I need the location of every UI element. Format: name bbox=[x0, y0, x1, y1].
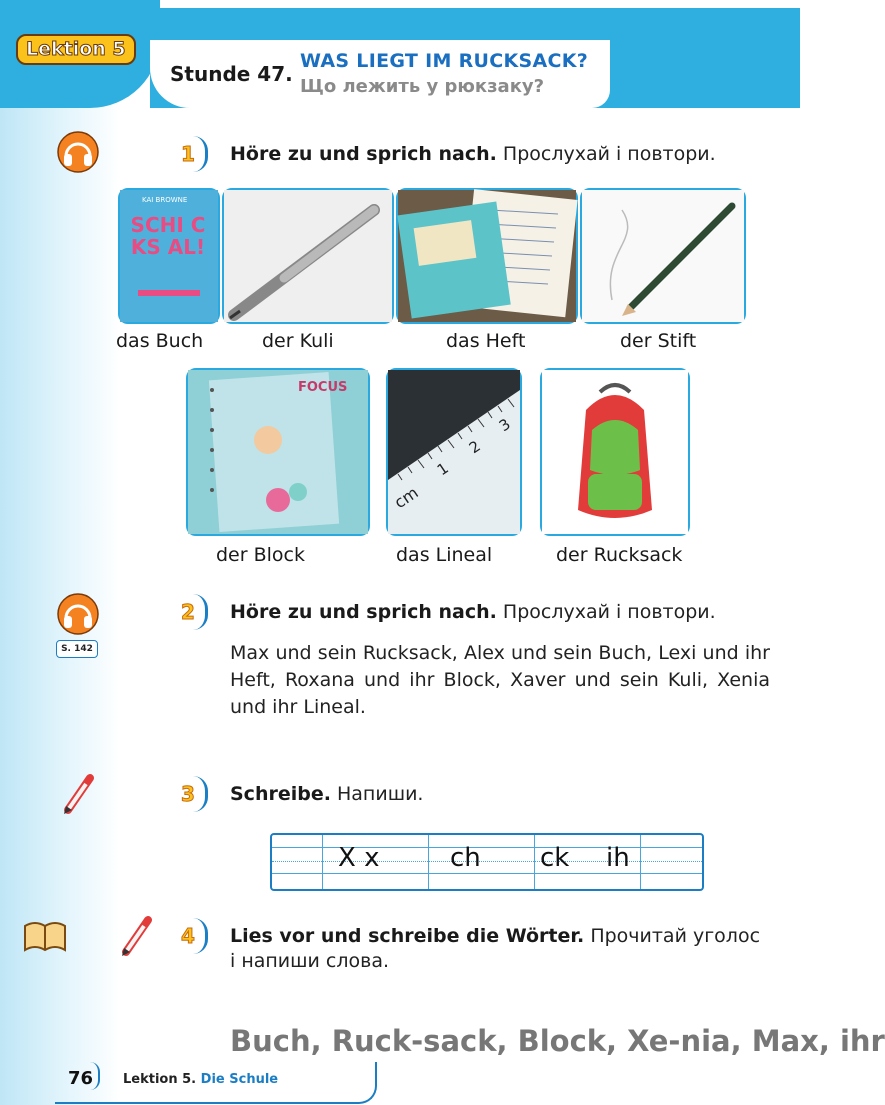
lesson-number: Stunde 47. bbox=[170, 62, 293, 86]
ruler-mark-1: 1 bbox=[433, 458, 452, 480]
exercise-2-instruction bbox=[230, 600, 716, 625]
writing-lines bbox=[270, 833, 704, 891]
book-icon bbox=[22, 918, 68, 954]
writing-sample-ih: ih bbox=[606, 843, 630, 873]
caption-pen: der Kuli bbox=[262, 330, 334, 352]
writing-sample-xx: X x bbox=[338, 843, 380, 873]
caption-backpack: der Rucksack bbox=[556, 544, 683, 566]
ruler-unit: cm bbox=[390, 482, 422, 513]
caption-pencil: der Stift bbox=[620, 330, 697, 352]
page-subtitle: Що лежить у рюкзаку? bbox=[300, 76, 545, 97]
photo-pen bbox=[222, 188, 394, 324]
page-number: 76 bbox=[68, 1068, 94, 1089]
photo-backpack bbox=[540, 368, 690, 536]
block-cover-text: FOCUS bbox=[298, 380, 348, 395]
page-reference-badge: S. 142 bbox=[56, 640, 98, 658]
caption-ruler: das Lineal bbox=[396, 544, 493, 566]
exercise-4-instruction bbox=[230, 924, 770, 974]
footer-lektion: Lektion 5. bbox=[123, 1072, 197, 1087]
book-title: SCHI CKS AL! bbox=[130, 213, 206, 259]
headphones-icon bbox=[56, 592, 100, 636]
exercise-4-instruction-de: Lies vor und schreibe die Wörter. bbox=[230, 925, 585, 947]
exercise-1-instruction bbox=[230, 142, 716, 167]
ruler-mark-3: 3 bbox=[495, 414, 514, 436]
photo-ruler bbox=[386, 368, 522, 536]
page-title: WAS LIEGT IM RUCKSACK? bbox=[300, 50, 589, 72]
exercise-4-words: Buch, Ruck-sack, Block, Xe-nia, Max, ihr bbox=[230, 1024, 885, 1058]
photo-notebook bbox=[396, 188, 578, 324]
headphones-icon bbox=[56, 130, 100, 174]
photo-block bbox=[186, 368, 370, 536]
lektion-badge: Lektion 5 bbox=[16, 34, 136, 65]
exercise-3-instruction-de: Schreibe. bbox=[230, 783, 331, 805]
exercise-3-instruction-ua: Напиши. bbox=[337, 783, 424, 805]
writing-sample-ch: ch bbox=[450, 843, 481, 873]
exercise-2-instruction-ua: Прослухай і повтори. bbox=[502, 601, 716, 623]
photo-pencil bbox=[580, 188, 746, 324]
footer-label bbox=[123, 1072, 278, 1087]
pencil-icon bbox=[116, 914, 156, 958]
exercise-2-text: Max und sein Rucksack, Alex und sein Buch, Lexi und ihr Heft, Roxana und ihr Block, Xaver und sein Kuli, Xenia und ihr Lineal. bbox=[230, 642, 770, 718]
exercise-1-instruction-ua: Прослухай і повтори. bbox=[502, 143, 716, 165]
caption-block: der Block bbox=[216, 544, 305, 566]
ruler-mark-2: 2 bbox=[465, 436, 484, 458]
exercise-3-instruction bbox=[230, 782, 423, 807]
photo-book bbox=[118, 188, 220, 324]
exercise-2-number: 2 bbox=[168, 594, 208, 630]
footer-topic: Die Schule bbox=[200, 1072, 279, 1087]
caption-book: das Buch bbox=[116, 330, 204, 352]
exercise-1-instruction-de: Höre zu und sprich nach. bbox=[230, 143, 497, 165]
caption-notebook: das Heft bbox=[446, 330, 526, 352]
exercise-4-instruction-ua: Прочитай уголос і напиши слова. bbox=[230, 925, 761, 972]
writing-sample-ck: ck bbox=[540, 843, 570, 873]
pencil-icon bbox=[58, 772, 98, 816]
exercise-4-number: 4 bbox=[168, 918, 208, 954]
exercise-2-instruction-de: Höre zu und sprich nach. bbox=[230, 601, 497, 623]
exercise-1-number: 1 bbox=[168, 136, 208, 172]
book-author: KAI BROWNE bbox=[142, 196, 188, 204]
exercise-3-number: 3 bbox=[168, 776, 208, 812]
